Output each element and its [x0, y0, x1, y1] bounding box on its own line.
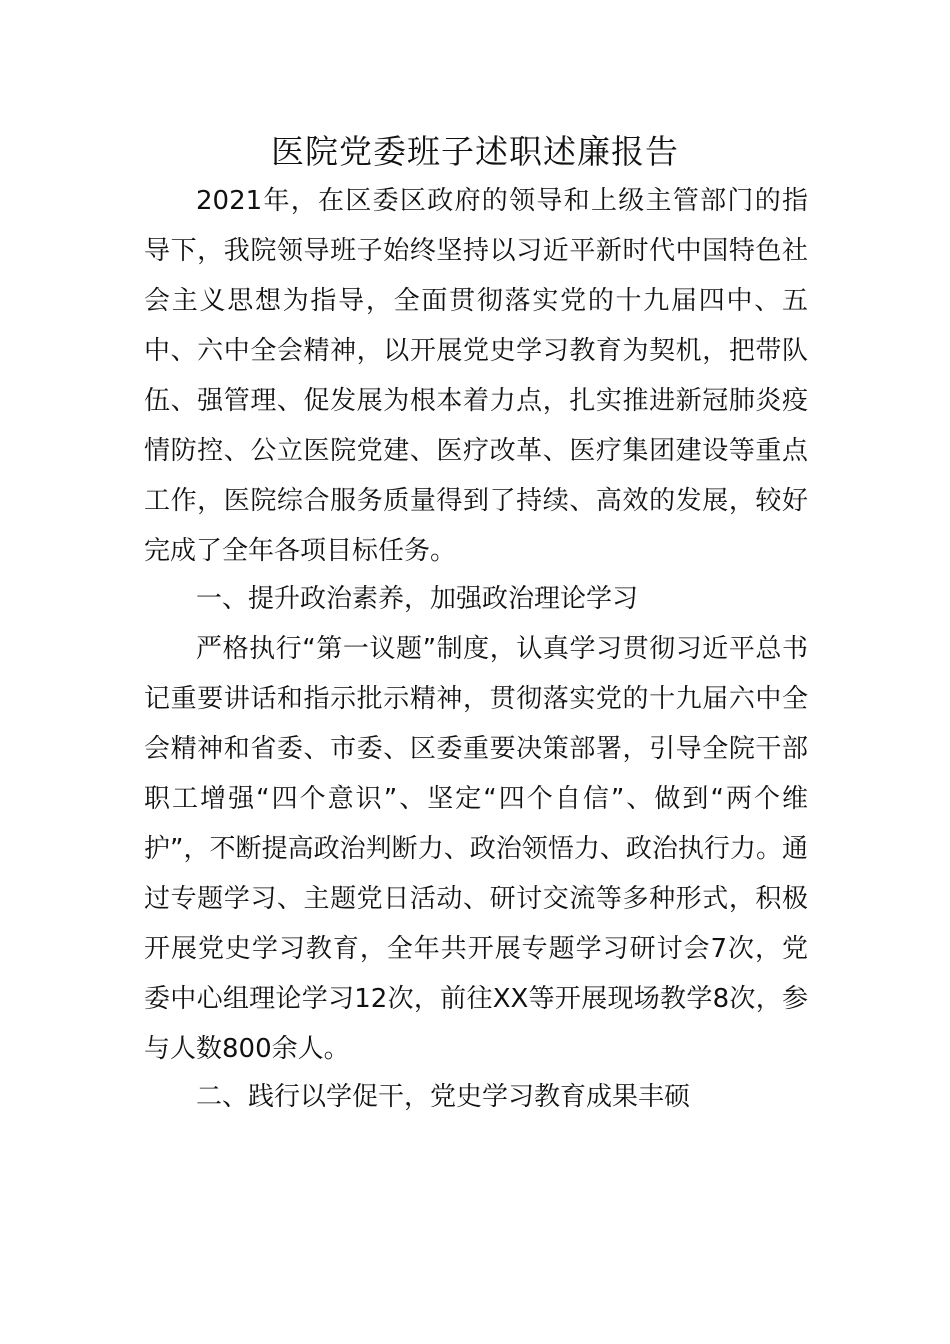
- document-title: 医院党委班子述职述廉报告: [271, 132, 679, 171]
- intro-paragraph: 2021年，在区委区政府的领导和上级主管部门的指导下，我院领导班子始终坚持以习近平新时代中国特色社会主义思想为指导，全面贯彻落实党的十九届四中、五中、六中全会精神，以开展党史学习教育为契机，把带队伍、强管理、促发展为根本着力点，扎实推进新冠肺炎疫情防控、公立医院党建、医疗改革、医疗集团建设等重点工作，医院综合服务质量得到了持续、高效的发展，较好完成了全年各项目标任务。: [144, 186, 808, 566]
- section-heading-1: 一、提升政治素养，加强政治理论学习: [196, 584, 639, 614]
- section-1-paragraph: 严格执行“第一议题”制度，认真学习贯彻习近平总书记重要讲话和指示批示精神，贯彻落实党的十九届六中全会精神和省委、市委、区委重要决策部署，引导全院干部职工增强“四个意识”、坚定“四个自信”、做到“两个维护”，不断提高政治判断力、政治领悟力、政治执行力。通过专题学习、主题党日活动、研讨交流等多种形式，积极开展党史学习教育，全年共开展专题学习研讨会7次，党委中心组理论学习12次，前往XX等开展现场教学8次，参与人数800余人。: [144, 634, 808, 1064]
- section-heading-2: 二、践行以学促干，党史学习教育成果丰硕: [196, 1082, 691, 1112]
